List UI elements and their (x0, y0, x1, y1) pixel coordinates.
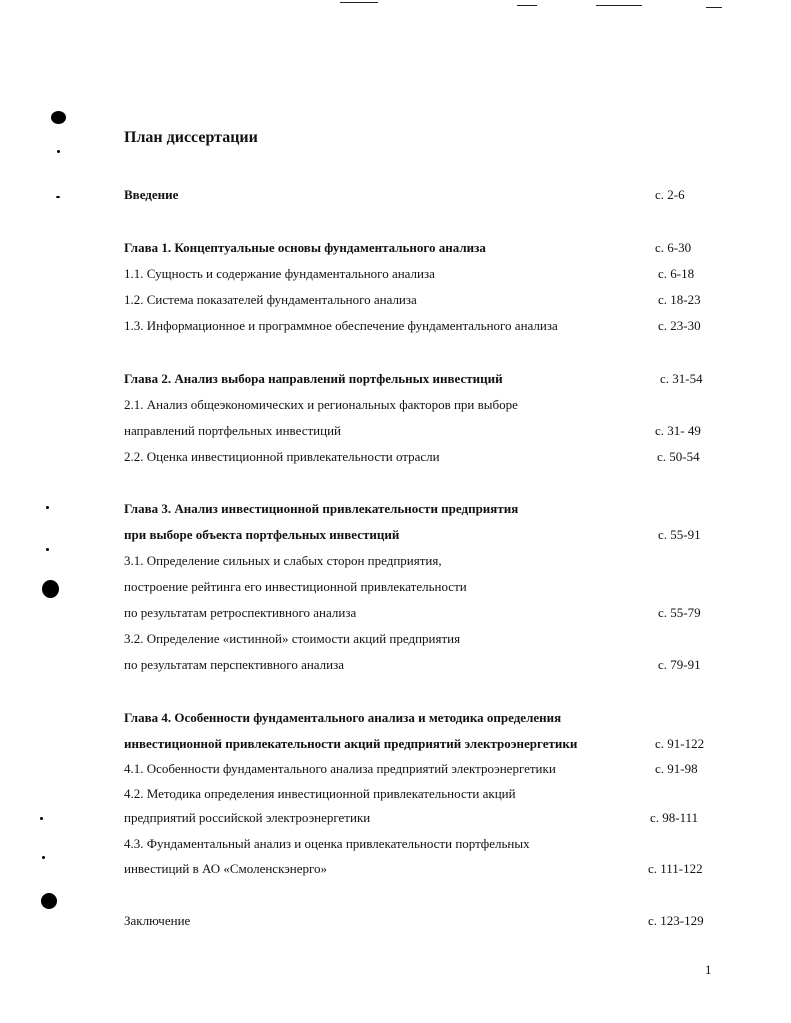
scan-mark (596, 5, 642, 6)
toc-entry-text: 2.2. Оценка инвестиционной привлекательности отрасли (124, 449, 440, 464)
toc-entry-page: с. 23-30 (658, 318, 701, 333)
scan-spot (46, 506, 49, 509)
scan-mark (340, 2, 378, 3)
scan-spot (51, 111, 66, 124)
toc-entry-page: с. 91-122 (655, 736, 705, 751)
toc-entry-text: предприятий российской электроэнергетики (124, 810, 371, 825)
scan-spot (42, 580, 59, 598)
toc-entry-text: 3.2. Определение «истинной» стоимости акций предприятия (124, 631, 461, 646)
toc-entry-page: с. 31- 49 (655, 423, 701, 438)
toc-entry-page: с. 6-18 (658, 266, 695, 281)
toc-entry-page: с. 98-111 (650, 810, 699, 825)
toc-entry-text: 4.2. Методика определения инвестиционной привлекательности акций (124, 786, 516, 801)
toc-entry-page: с. 55-79 (658, 605, 701, 620)
toc-entry-text: по результатам перспективного анализа (124, 657, 345, 672)
toc-entry-text: Заключение (124, 913, 191, 928)
toc-entry-text: Глава 2. Анализ выбора направлений портфельных инвестиций (124, 371, 503, 386)
toc-entry-text: Глава 3. Анализ инвестиционной привлекательности предприятия (124, 501, 519, 516)
toc-entry-text: при выборе объекта портфельных инвестиций (124, 527, 400, 542)
toc-entry-text: 4.3. Фундаментальный анализ и оценка привлекательности портфельных (124, 836, 530, 851)
scan-spot (40, 817, 43, 820)
toc-entry-text: инвестиций в АО «Смоленскэнерго» (124, 861, 328, 876)
toc-entry-text: Глава 4. Особенности фундаментального анализа и методика определения (124, 710, 562, 725)
scan-mark (706, 7, 722, 8)
toc-entry-text: 2.1. Анализ общеэкономических и региональных факторов при выборе (124, 397, 518, 412)
toc-entry-text: 4.1. Особенности фундаментального анализа предприятий электроэнергетики (124, 761, 556, 776)
toc-entry-page: с. 18-23 (658, 292, 701, 307)
toc-entry-text: инвестиционной привлекательности акций предприятий электроэнергетики (124, 736, 578, 751)
toc-entry-text: по результатам ретроспективного анализа (124, 605, 357, 620)
scan-mark (517, 5, 537, 6)
toc-entry-page: с. 111-122 (648, 861, 703, 876)
scan-spot (41, 893, 57, 909)
scan-spot (42, 856, 45, 859)
toc-entry-page: с. 123-129 (648, 913, 704, 928)
toc-entry-text: 1.3. Информационное и программное обеспечение фундаментального анализа (124, 318, 558, 333)
toc-entry-text: 1.2. Система показателей фундаментального анализа (124, 292, 417, 307)
toc-entry-text: Глава 1. Концептуальные основы фундаментального анализа (124, 240, 486, 255)
scan-spot (56, 196, 60, 198)
toc-entry-text: 3.1. Определение сильных и слабых сторон предприятия, (124, 553, 442, 568)
toc-entry-page: с. 2-6 (655, 187, 685, 202)
toc-entry-page: с. 50-54 (657, 449, 700, 464)
toc-entry-page: с. 31-54 (660, 371, 703, 386)
scan-spot (57, 150, 60, 153)
toc-entry-page: с. 91-98 (655, 761, 698, 776)
page-title: План диссертации (124, 129, 258, 146)
page-number: 1 (705, 962, 712, 977)
scan-spot (46, 548, 49, 551)
toc-entry-page: с. 79-91 (658, 657, 701, 672)
toc-entry-page: с. 55-91 (658, 527, 701, 542)
toc-entry-page: с. 6-30 (655, 240, 692, 255)
toc-entry-text: 1.1. Сущность и содержание фундаментального анализа (124, 266, 435, 281)
toc-entry-text: направлений портфельных инвестиций (124, 423, 341, 438)
toc-entry-text: построение рейтинга его инвестиционной привлекательности (124, 579, 467, 594)
toc-entry-text: Введение (124, 187, 179, 202)
